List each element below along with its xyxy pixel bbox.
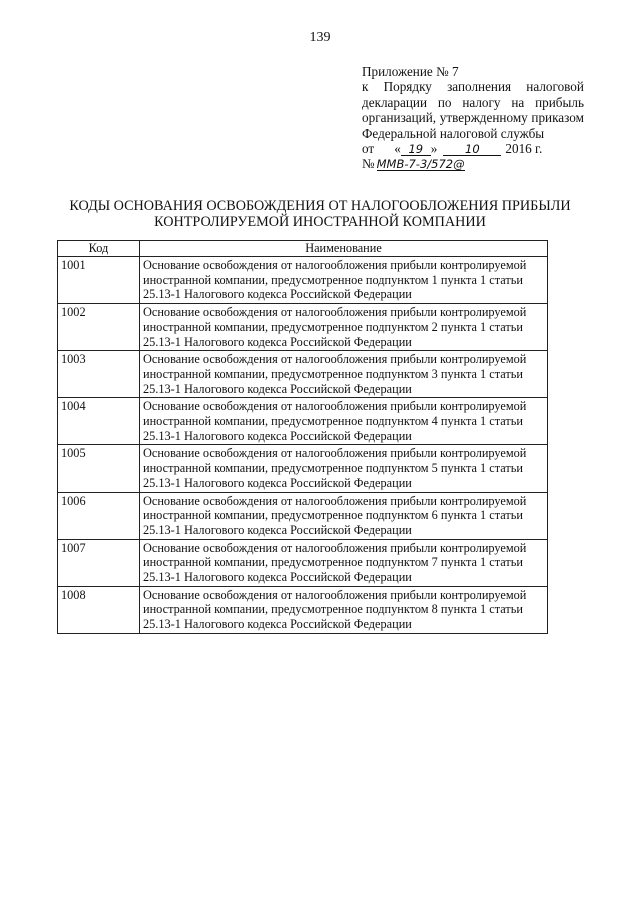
appendix-word: утвержденному: [439, 110, 528, 126]
table-row: [58, 257, 548, 304]
appendix-line-1: [362, 79, 584, 94]
row-code: 1007: [58, 539, 140, 586]
description-line: 25.13-1 Налогового кодекса Российской Федерации: [143, 475, 412, 490]
description-line: 25.13-1 Налогового кодекса Российской Федерации: [143, 381, 412, 396]
description-line: иностранной компании, предусмотренное подпунктом 8 пункта 1 статьи: [143, 602, 523, 617]
table-row: [58, 351, 548, 398]
appendix-date: [362, 141, 584, 156]
row-description: [140, 586, 548, 633]
appendix-line-4: Федеральной налоговой службы: [362, 125, 545, 141]
appendix-word: прибыль: [535, 94, 584, 110]
appendix-word: по: [437, 94, 452, 110]
appendix-word: на: [511, 94, 525, 110]
description-line: 25.13-1 Налогового кодекса Российской Федерации: [143, 617, 412, 632]
appendix-line-2: [362, 95, 584, 110]
description-line: Основание освобождения от налогообложения прибыли контролируемой: [143, 258, 527, 272]
description-line: 25.13-1 Налогового кодекса Российской Федерации: [143, 287, 412, 302]
row-description: [140, 351, 548, 398]
description-line: иностранной компании, предусмотренное подпунктом 7 пункта 1 статьи: [143, 555, 523, 570]
row-code: 1001: [58, 257, 140, 304]
row-description: [140, 445, 548, 492]
date-year: 2016 г.: [505, 141, 543, 157]
description-line: иностранной компании, предусмотренное подпунктом 6 пункта 1 статьи: [143, 508, 523, 523]
description-line: Основание освобождения от налогообложения прибыли контролируемой: [143, 493, 527, 508]
appendix-word: организаций,: [362, 110, 437, 126]
description-line: иностранной компании, предусмотренное подпунктом 2 пункта 1 статьи: [143, 319, 523, 334]
description-line: иностранной компании, предусмотренное подпунктом 1 пункта 1 статьи: [143, 272, 523, 287]
row-code: 1006: [58, 492, 140, 539]
page-number: 139: [309, 30, 331, 45]
table-row: [58, 586, 548, 633]
table-header-row: [58, 241, 548, 257]
appendix-word: Порядку: [383, 79, 432, 95]
row-code: 1004: [58, 398, 140, 445]
appendix-number: [362, 156, 584, 171]
description-line: иностранной компании, предусмотренное подпунктом 3 пункта 1 статьи: [143, 366, 523, 381]
description-line: иностранной компании, предусмотренное подпунктом 5 пункта 1 статьи: [143, 461, 523, 476]
codes-table: [57, 240, 548, 634]
order-number: ММВ-7-3/572@: [376, 157, 465, 172]
appendix-word: заполнения: [447, 79, 512, 95]
table-row: [58, 304, 548, 351]
document-title-line-2: КОНТРОЛИРУЕМОЙ ИНОСТРАННОЙ КОМПАНИИ: [154, 214, 486, 230]
date-quote-open: «: [394, 141, 401, 157]
table-row: [58, 539, 548, 586]
description-line: 25.13-1 Налогового кодекса Российской Федерации: [143, 428, 412, 443]
table-row: [58, 492, 548, 539]
appendix-word: налогу: [462, 94, 501, 110]
appendix-word: приказом: [531, 110, 584, 126]
row-code: 1005: [58, 445, 140, 492]
row-description: [140, 398, 548, 445]
description-line: 25.13-1 Налогового кодекса Российской Федерации: [143, 334, 412, 349]
appendix-block: [362, 64, 584, 172]
row-code: 1003: [58, 351, 140, 398]
appendix-word: к: [362, 79, 369, 95]
row-description: [140, 257, 548, 304]
appendix-word: налоговой: [526, 79, 584, 95]
date-day: 19: [401, 143, 431, 156]
description-line: 25.13-1 Налогового кодекса Российской Федерации: [143, 570, 412, 585]
description-line: Основание освобождения от налогообложения прибыли контролируемой: [143, 399, 527, 414]
table-row: [58, 398, 548, 445]
row-description: [140, 492, 548, 539]
description-line: иностранной компании, предусмотренное подпунктом 4 пункта 1 статьи: [143, 414, 523, 429]
description-line: Основание освобождения от налогообложения прибыли контролируемой: [143, 540, 527, 555]
row-description: [140, 304, 548, 351]
number-prefix: №: [362, 156, 375, 172]
row-description: [140, 539, 548, 586]
date-month: 10: [443, 143, 501, 156]
header-name: Наименование: [140, 241, 548, 257]
row-code: 1008: [58, 586, 140, 633]
document-title-line-1: КОДЫ ОСНОВАНИЯ ОСВОБОЖДЕНИЯ ОТ НАЛОГООБЛОЖЕНИЯ ПРИБЫЛИ: [69, 198, 571, 214]
description-line: 25.13-1 Налогового кодекса Российской Федерации: [143, 522, 412, 537]
description-line: Основание освобождения от налогообложения прибыли контролируемой: [143, 305, 527, 320]
appendix-line-3: [362, 110, 584, 125]
appendix-title: Приложение № 7: [362, 64, 459, 79]
appendix-word: декларации: [362, 94, 428, 110]
document-title: [40, 198, 600, 230]
date-prefix: от: [362, 141, 375, 157]
table-row: [58, 445, 548, 492]
row-code: 1002: [58, 304, 140, 351]
description-line: Основание освобождения от налогообложения прибыли контролируемой: [143, 352, 527, 367]
description-line: Основание освобождения от налогообложения прибыли контролируемой: [143, 587, 527, 602]
description-line: Основание освобождения от налогообложения прибыли контролируемой: [143, 446, 527, 461]
date-quote-close: »: [430, 141, 438, 157]
header-code: Код: [58, 241, 140, 257]
